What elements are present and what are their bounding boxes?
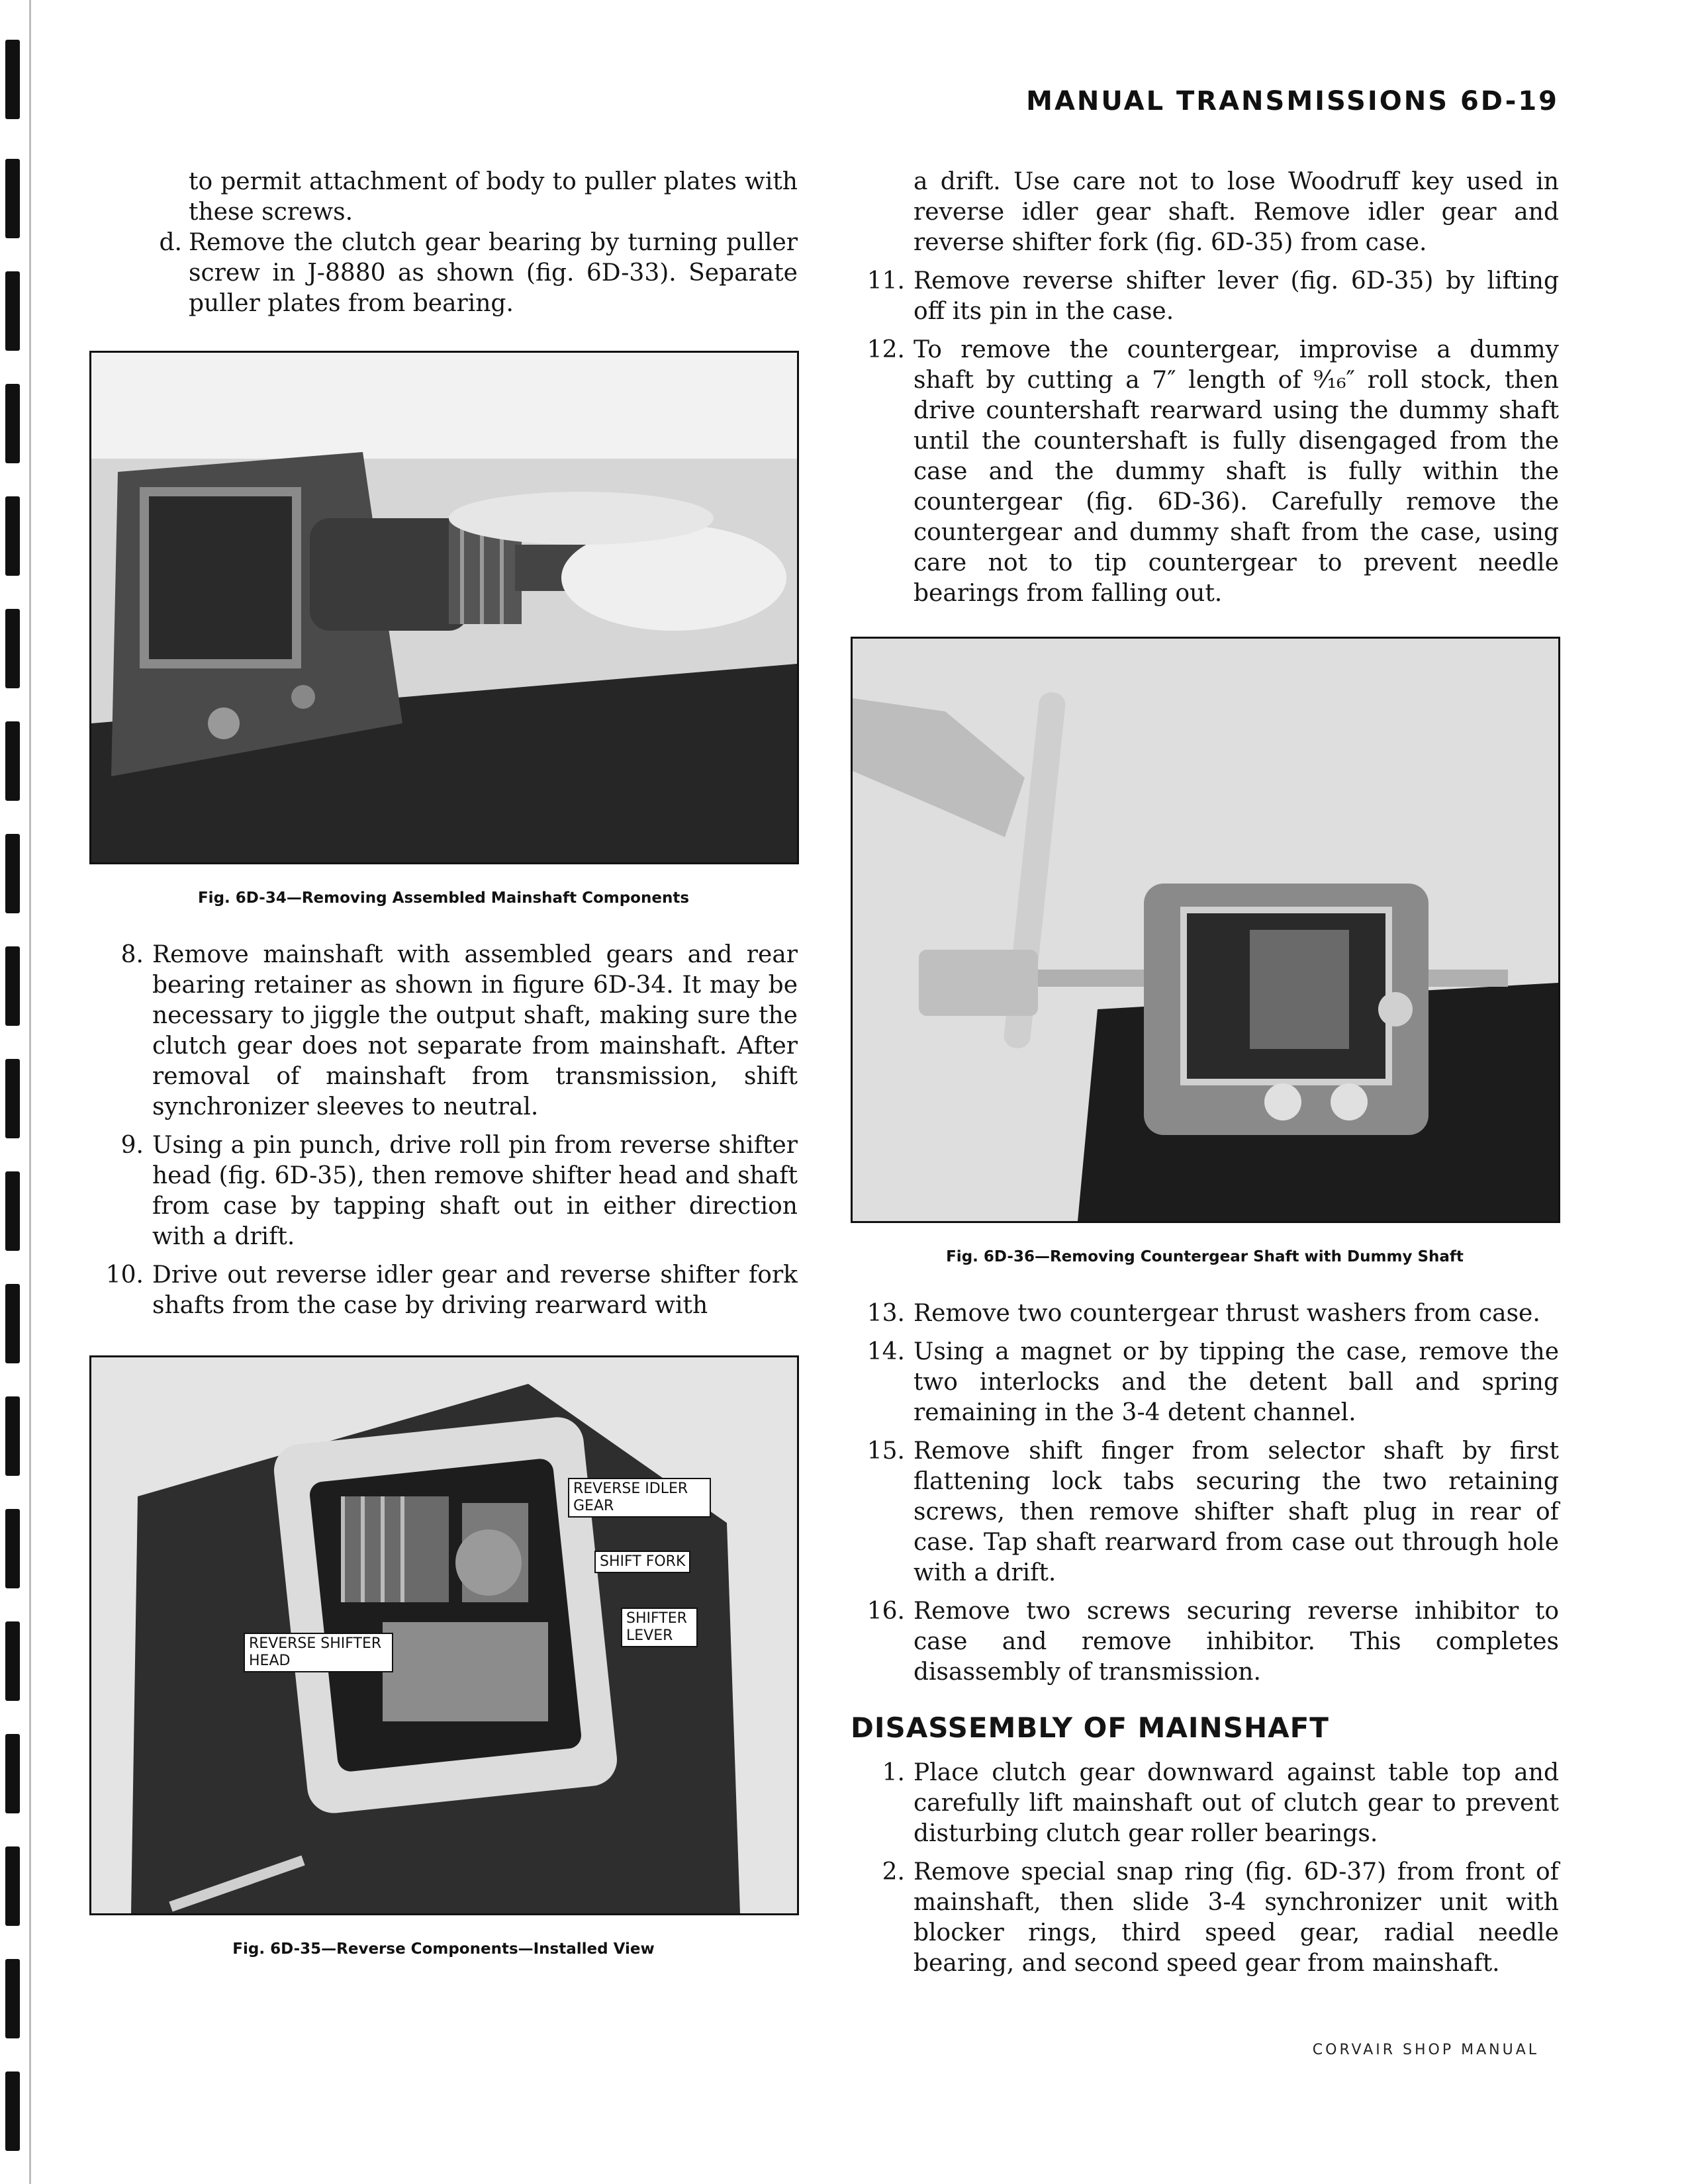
step-text: Remove the clutch gear bearing by turning puller screw in J-8880 as shown (fig. 6D-33). Separate puller plates from bearing. <box>189 229 798 317</box>
binding-edge <box>0 0 46 2184</box>
step-text: Using a pin punch, drive roll pin from reverse shifter head (fig. 6D-35), then remove shifter head and shaft from case by tapping shaft out in either direction with a drift. <box>152 1132 798 1250</box>
section-heading: DISASSEMBLY OF MAINSHAFT <box>851 1711 1329 1744</box>
step-text: Remove reverse shifter lever (fig. 6D-35) by lifting off its pin in the case. <box>914 267 1559 325</box>
step-number: 15. <box>867 1437 905 1465</box>
binding-hole <box>5 1621 20 1701</box>
binding-hole <box>5 1171 20 1251</box>
binding-hole <box>5 2071 20 2151</box>
figure-6d-34-photo <box>89 351 799 864</box>
step-text: Remove two countergear thrust washers from case. <box>914 1300 1540 1327</box>
binding-hole <box>5 1734 20 1813</box>
page-footer: CORVAIR SHOP MANUAL <box>1312 2042 1539 2058</box>
step-d <box>89 228 798 319</box>
binding-hole <box>5 384 20 463</box>
left-column <box>89 167 798 1991</box>
label-reverse-idler-gear: REVERSE IDLER GEAR <box>568 1478 711 1518</box>
step-text: Remove two screws securing reverse inhibitor to case and remove inhibitor. This completes disassembly of transmission. <box>914 1598 1559 1686</box>
binding-hole <box>5 159 20 238</box>
figure-6d-34-caption: Fig. 6D-34—Removing Assembled Mainshaft Components <box>197 889 690 907</box>
binding-hole <box>5 40 20 119</box>
step-text: Drive out reverse idler gear and reverse shifter fork shafts from the case by driving rearward with <box>152 1261 798 1319</box>
label-shifter-lever: SHIFTER LEVER <box>621 1608 698 1647</box>
step-8 <box>89 940 798 1122</box>
step-12 <box>851 335 1559 609</box>
binding-hole <box>5 1846 20 1926</box>
mainshaft-step-2 <box>851 1857 1559 1979</box>
figure-6d-35-photo <box>89 1355 799 1915</box>
label-shift-fork: SHIFT FORK <box>594 1551 690 1573</box>
figure-6d-36-caption: Fig. 6D-36—Removing Countergear Shaft with Dummy Shaft <box>946 1248 1464 1265</box>
binding-hole <box>5 271 20 351</box>
step-text: Using a magnet or by tipping the case, remove the two interlocks and the detent ball and spring remaining in the 3-4 detent channel. <box>914 1338 1559 1426</box>
binding-hole <box>5 609 20 688</box>
page-edge-line <box>29 0 31 2184</box>
step-13 <box>851 1298 1559 1329</box>
step-11 <box>851 266 1559 327</box>
step-text: Remove special snap ring (fig. 6D-37) from front of mainshaft, then slide 3-4 synchronizer unit with blocker rings, third speed gear, radial needle bearing, and second speed gear from mainshaft. <box>914 1858 1559 1977</box>
label-reverse-shifter-head: REVERSE SHIFTER HEAD <box>244 1633 393 1672</box>
binding-hole <box>5 834 20 913</box>
intro-text: to permit attachment of body to puller plates with these screws. <box>189 168 798 226</box>
step-marker: d. <box>159 229 182 256</box>
page-header: MANUAL TRANSMISSIONS 6D-19 <box>1026 86 1559 116</box>
step-number: 12. <box>867 336 905 363</box>
step-14 <box>851 1337 1559 1428</box>
figure-6d-36-photo <box>851 637 1560 1223</box>
binding-hole <box>5 1396 20 1476</box>
step-number: 11. <box>867 267 905 295</box>
step-number: 9. <box>120 1132 144 1159</box>
binding-hole <box>5 1059 20 1138</box>
step-9 <box>89 1130 798 1252</box>
step-number: 2. <box>882 1858 905 1886</box>
step-10 <box>89 1260 798 1321</box>
step-number: 14. <box>867 1338 905 1365</box>
binding-hole <box>5 1509 20 1588</box>
step-16 <box>851 1596 1559 1688</box>
binding-hole <box>5 946 20 1026</box>
step-number: 16. <box>867 1598 905 1625</box>
step-number: 10. <box>105 1261 144 1289</box>
step-text: Place clutch gear downward against table top and carefully lift mainshaft out of clutch gear to prevent disturbing clutch gear roller bearings. <box>914 1759 1559 1847</box>
step-text: Remove shift finger from selector shaft by first flattening lock tabs securing the two retaining screws, then remove shifter shaft plug in rear of case. Tap shaft rearward from case out through hole with a drift. <box>914 1437 1559 1586</box>
step-text: Remove mainshaft with assembled gears and rear bearing retainer as shown in figure 6D-34. It may be necessary to jiggle the output shaft, making sure the clutch gear does not separate from mainshaft. After removal of mainshaft from transmission, shift synchronizer sleeves to neutral. <box>152 941 798 1120</box>
binding-hole <box>5 721 20 801</box>
binding-hole <box>5 496 20 576</box>
figure-6d-35-caption: Fig. 6D-35—Reverse Components—Installed View <box>232 1940 655 1958</box>
step-number: 13. <box>867 1300 905 1327</box>
step-text: To remove the countergear, improvise a dummy shaft by cutting a 7″ length of ⁹⁄₁₆″ roll stock, then drive countershaft rearward using the dummy shaft until the countershaft is fully disengaged from the case and the dummy shaft is fully within the countergear (fig. 6D-36). Carefully remove the countergear and dummy shaft from the case, using care not to tip countergear to prevent needle bearings from falling out. <box>914 336 1559 607</box>
binding-hole <box>5 1959 20 2038</box>
step-number: 8. <box>120 941 144 968</box>
binding-hole <box>5 1284 20 1363</box>
continuation-text: a drift. Use care not to lose Woodruff key used in reverse idler gear shaft. Remove idler gear and reverse shifter fork (fig. 6D-35) from case. <box>914 168 1559 256</box>
right-column <box>851 167 1559 1987</box>
mainshaft-step-1 <box>851 1758 1559 1849</box>
step-number: 1. <box>882 1759 905 1786</box>
step-15 <box>851 1436 1559 1588</box>
